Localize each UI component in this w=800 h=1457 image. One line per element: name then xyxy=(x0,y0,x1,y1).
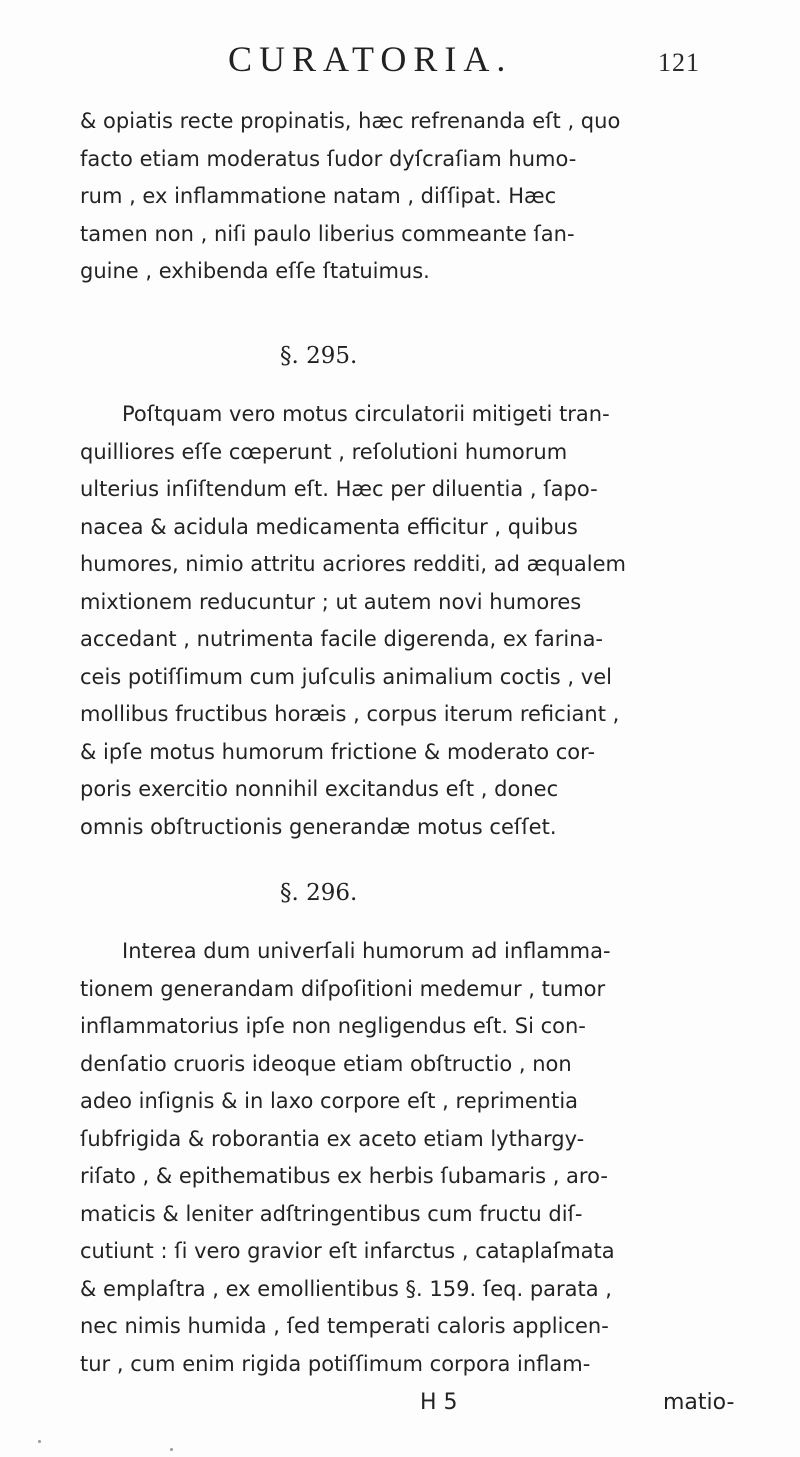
catchword: matio- xyxy=(663,1390,735,1415)
text-line: maticis & leniter adſtringentibus cum fructu diſ- xyxy=(80,1201,583,1226)
text-line: poris exercitio nonnihil excitandus eſt , donec xyxy=(80,777,559,801)
page-header xyxy=(0,38,800,88)
section-heading-296: §. 296. xyxy=(280,880,358,906)
paragraph-opiatis xyxy=(80,103,750,291)
text-line: denſatio cruoris ideoque etiam obſtructio , non xyxy=(80,1051,572,1076)
text-line: riſato , & epithematibus ex herbis ſubamaris , aro- xyxy=(80,1164,608,1188)
text-line: rum , ex inflammatione natam , diſſipat. Hæc xyxy=(80,184,557,208)
text-line: mollibus fructibus horæis , corpus iterum reficiant , xyxy=(80,702,620,726)
text-line: cutiunt : ſi vero gravior eſt infarctus , cataplaſmata xyxy=(80,1239,615,1263)
paper-speck xyxy=(38,1440,41,1443)
text-line: Poſtquam vero motus circulatorii mitigeti tran- xyxy=(122,402,610,426)
paper-speck xyxy=(170,1448,173,1451)
text-line: humores, nimio attritu acriores redditi, ad æqualem xyxy=(80,552,626,576)
text-line: tionem generandam diſpoſitioni medemur , tumor xyxy=(80,976,606,1001)
paragraph-postquam xyxy=(80,396,750,846)
text-line: facto etiam moderatus ſudor dyſcraſiam humo- xyxy=(80,146,577,171)
page-number: 121 xyxy=(658,48,700,77)
text-line: omnis obſtructionis generandæ motus ceſſet. xyxy=(80,814,557,839)
text-line: ceis potiſſimum cum juſculis animalium coctis , vel xyxy=(80,664,612,689)
text-line: ſubfrigida & roborantia ex aceto etiam lythargy- xyxy=(80,1126,585,1151)
text-line: & emplaſtra , ex emollientibus §. 159. ſeq. parata , xyxy=(80,1276,612,1301)
text-line: tamen non , niſi paulo liberius commeante ſan- xyxy=(80,221,575,246)
section-heading-295: §. 295. xyxy=(280,343,358,369)
text-line: nacea & acidula medicamenta efficitur , quibus xyxy=(80,514,578,539)
text-line: Interea dum univerſali humorum ad inflamma- xyxy=(122,939,611,963)
text-line: adeo inſignis & in laxo corpore eſt , reprimentia xyxy=(80,1089,579,1113)
text-line: ulterius inſiſtendum eſt. Hæc per diluentia , ſapo- xyxy=(80,477,598,501)
text-line: quilliores eſſe cœperunt , reſolutioni humorum xyxy=(80,439,568,464)
text-line: nec nimis humida , ſed temperati caloris applicen- xyxy=(80,1314,609,1338)
text-line: guine , exhibenda eſſe ſtatuimus. xyxy=(80,259,430,283)
text-line: accedant , nutrimenta facile digerenda, ex farina- xyxy=(80,627,604,651)
text-line: & ipſe motus humorum frictione & moderato cor- xyxy=(80,739,596,764)
paragraph-interea xyxy=(80,933,750,1383)
text-line: inflammatorius ipſe non negligendus eſt. Si con- xyxy=(80,1014,586,1038)
text-line: & opiatis recte propinatis, hæc refrenanda eſt , quo xyxy=(80,109,621,133)
signature-mark: H 5 xyxy=(420,1390,458,1415)
running-title: CURATORIA. xyxy=(228,39,513,79)
text-line: mixtionem reducuntur ; ut autem novi humores xyxy=(80,589,582,614)
text-line: tur , cum enim rigida potiſſimum corpora inflam- xyxy=(80,1351,591,1376)
